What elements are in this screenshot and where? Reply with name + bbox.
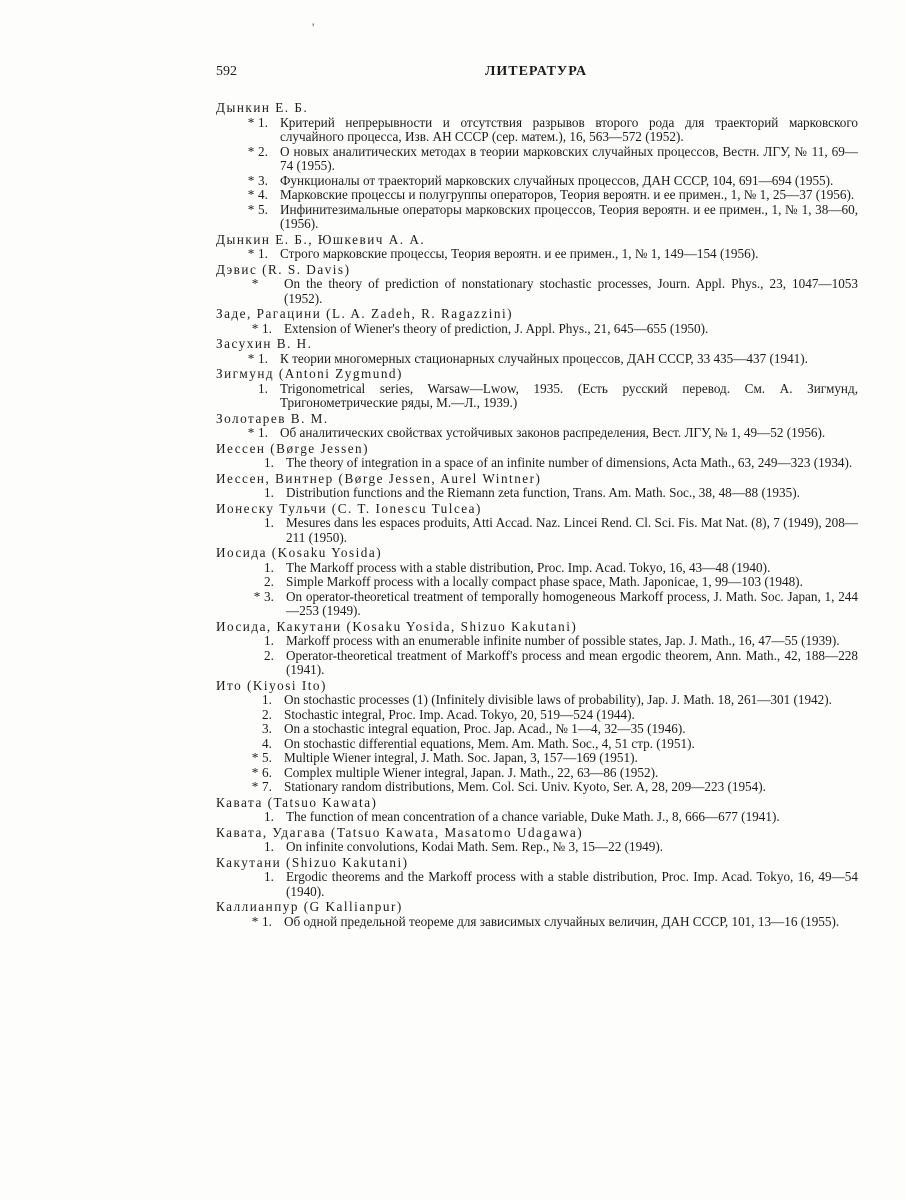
reference-entry: [216, 516, 858, 545]
reference-number: 1.: [264, 559, 274, 575]
reference-number: 7.: [262, 779, 272, 794]
author-heading: Какутани (Shizuo Kakutani): [216, 854, 409, 870]
reference-entry: [216, 737, 858, 752]
reference-entry: [216, 426, 858, 441]
reference-entry: [216, 561, 858, 576]
reference-entry: [216, 247, 858, 262]
reference-number: 2.: [264, 647, 274, 663]
author-heading: Дынкин Е. Б., Юшкевич А. А.: [216, 231, 426, 247]
author-heading: Заде, Рагацини (L. A. Zadeh, R. Ragazzini): [216, 306, 514, 321]
author-heading: Ито (Kiyosi Ito): [216, 677, 327, 693]
reference-entry: [216, 693, 858, 708]
reference-entry: [216, 590, 858, 619]
reference-entry: [216, 277, 858, 306]
reference-star: *: [247, 172, 255, 188]
reference-number: 1.: [264, 455, 274, 470]
reference-star: *: [251, 320, 259, 336]
reference-entry: [216, 708, 858, 723]
reference-number: 1.: [264, 839, 274, 854]
reference-text: On the theory of prediction of nonstationary stochastic processes, Journ. Appl. Phys., 23, 1047—1053 (1952).: [284, 276, 858, 306]
reference-entry: [216, 203, 858, 232]
reference-number: 3.: [264, 588, 274, 604]
reference-text: Об аналитических свойствах устойчивых законов распределения, Вест. ЛГУ, № 1, 49—52 (1956).: [280, 425, 826, 440]
reference-text: Simple Markoff process with a locally compact phase space, Math. Japonicae, 1, 99—103 (1948).: [286, 574, 803, 589]
reference-text: Stationary random distributions, Mem. Col. Sci. Univ. Kyoto, Ser. A, 28, 209—223 (1954).: [284, 779, 766, 794]
reference-text: Distribution functions and the Riemann zeta function, Trans. Am. Math. Soc., 38, 48—88 (1935).: [286, 485, 800, 500]
reference-entry: [216, 322, 858, 337]
reference-number: 4.: [258, 187, 268, 202]
reference-text: On stochastic differential equations, Mem. Am. Math. Soc., 4, 51 стр. (1951).: [284, 735, 695, 751]
reference-number: 1.: [258, 350, 268, 366]
reference-star: *: [247, 350, 255, 366]
reference-number: 1.: [264, 633, 274, 648]
running-header: [216, 64, 856, 84]
author-heading: Иессен, Винтнер (Børge Jessen, Aurel Wintner): [216, 470, 542, 486]
author-heading: Кавата, Удагава (Tatsuo Kawata, Masatomo Udagawa): [216, 824, 584, 840]
author-heading: Ионеску Тульчи (C. T. Ionescu Tulcea): [216, 500, 482, 516]
author-heading: Каллианпур (G Kallianpur): [216, 899, 403, 914]
reference-text: The theory of integration in a space of an infinite number of dimensions, Acta Math., 63, 249—323 (1934).: [286, 455, 853, 470]
reference-number: 2.: [264, 574, 274, 589]
reference-text: Функционалы от траекторий марковских случайных процессов, ДАН СССР, 104, 691—694 (1955).: [280, 172, 834, 188]
reference-text: On infinite convolutions, Kodai Math. Sem. Rep., № 3, 15—22 (1949).: [286, 839, 664, 854]
bibliography: [216, 100, 858, 929]
reference-number: 1.: [258, 380, 268, 396]
reference-text: Ergodic theorems and the Markoff process with a stable distribution, Proc. Imp. Acad. Tokyo, 16, 49—54 (1940).: [286, 869, 858, 899]
reference-text: Mesures dans les espaces produits, Atti Accad. Naz. Lincei Rend. Cl. Sci. Fis. Mat Nat. (8), 7 (1949), 208—211 (1950).: [286, 515, 858, 545]
reference-number: 3.: [258, 172, 268, 188]
reference-number: 1.: [258, 114, 268, 130]
author-heading: Дэвис (R. S. Davis): [216, 261, 351, 277]
reference-text: Марковские процессы и полугруппы операторов, Теория вероятн. и ее примен., 1, № 1, 25—37 (1956).: [280, 187, 855, 202]
author-heading: Золотарев В. М.: [216, 410, 329, 426]
reference-number: 1.: [264, 485, 274, 500]
reference-entry: [216, 382, 858, 411]
reference-text: Trigonometrical series, Warsaw—Lwow, 1935. (Есть русский перевод. См. А. Зигмунд, Тригонометрические ряды, М.—Л., 1939.): [280, 380, 858, 410]
reference-text: Критерий непрерывности и отсутствия разрывов второго рода для траекторий марковского случайного процесса, Изв. АН СССР (сер. матем.), 16, 563—572 (1952).: [280, 114, 858, 144]
reference-entry: [216, 840, 858, 855]
reference-star: *: [247, 201, 255, 217]
reference-entry: [216, 751, 858, 766]
reference-text: Об одной предельной теореме для зависимых случайных величин, ДАН СССР, 101, 13—16 (1955).: [284, 913, 840, 929]
reference-number: 1.: [264, 515, 274, 530]
reference-star: *: [247, 114, 255, 130]
reference-number: 3.: [262, 721, 272, 736]
author-heading: Зигмунд (Antoni Zygmund): [216, 366, 403, 381]
reference-number: 2.: [262, 706, 272, 722]
reference-text: Complex multiple Wiener integral, Japan. J. Math., 22, 63—86 (1952).: [284, 764, 659, 780]
reference-number: 1.: [264, 869, 274, 884]
reference-star: *: [251, 276, 259, 291]
reference-entry: [216, 722, 858, 737]
reference-entry: [216, 766, 858, 781]
reference-entry: [216, 870, 858, 899]
reference-text: On operator-theoretical treatment of temporally homogeneous Markoff process, J. Math. Soc. Japan, 1, 244—253 (1949).: [286, 588, 858, 618]
reference-text: Markoff process with an enumerable infinite number of possible states, Jap. J. Math., 16, 47—55 (1939).: [286, 633, 840, 648]
reference-number: 1.: [258, 246, 268, 261]
reference-entry: [216, 116, 858, 145]
reference-star: *: [251, 779, 259, 794]
page-title: ЛИТЕРАТУРА: [484, 64, 588, 79]
reference-number: 2.: [258, 143, 268, 159]
reference-star: *: [247, 425, 255, 440]
reference-entry: [216, 634, 858, 649]
reference-text: The function of mean concentration of a chance variable, Duke Math. J., 8, 666—677 (1941).: [286, 809, 780, 824]
author-heading: Иессен (Børge Jessen): [216, 440, 370, 456]
author-heading: Иосида (Kosaku Yosida): [216, 545, 383, 560]
reference-entry: [216, 188, 858, 203]
reference-number: 6.: [262, 764, 272, 780]
reference-text: Operator-theoretical treatment of Markoff's process and mean ergodic theorem, Ann. Math., 42, 188—228 (1941).: [286, 647, 858, 677]
reference-number: 5.: [262, 750, 272, 765]
page-number: 592: [216, 64, 237, 79]
stray-mark: ': [312, 20, 315, 35]
reference-entry: [216, 174, 858, 189]
reference-number: 1.: [258, 425, 268, 440]
reference-number: 1.: [262, 692, 272, 707]
reference-text: The Markoff process with a stable distribution, Proc. Imp. Acad. Tokyo, 16, 43—48 (1940).: [286, 559, 771, 575]
reference-star: *: [251, 764, 259, 780]
reference-entry: [216, 649, 858, 678]
reference-text: Extension of Wiener's theory of prediction, J. Appl. Phys., 21, 645—655 (1950).: [284, 320, 709, 336]
reference-text: Stochastic integral, Proc. Imp. Acad. Tokyo, 20, 519—524 (1944).: [284, 706, 635, 722]
reference-star: *: [247, 246, 255, 261]
reference-text: К теории многомерных стационарных случайных процессов, ДАН СССР, 33 435—437 (1941).: [280, 350, 808, 366]
reference-entry: [216, 145, 858, 174]
reference-text: Multiple Wiener integral, J. Math. Soc. Japan, 3, 157—169 (1951).: [284, 750, 638, 765]
reference-entry: [216, 810, 858, 825]
reference-star: *: [251, 750, 259, 765]
reference-number: 5.: [258, 201, 268, 217]
author-heading: Кавата (Tatsuo Kawata): [216, 794, 378, 810]
reference-number: 1.: [262, 320, 272, 336]
reference-entry: [216, 486, 858, 501]
reference-number: 1.: [262, 913, 272, 929]
reference-star: *: [247, 187, 255, 202]
reference-number: 1.: [264, 809, 274, 824]
reference-text: Инфинитезимальные операторы марковских процессов, Теория вероятн. и ее примен., 1, № 1, 38—60, (1956).: [280, 201, 858, 231]
reference-text: Строго марковские процессы, Теория вероятн. и ее примен., 1, № 1, 149—154 (1956).: [280, 246, 759, 261]
reference-star: *: [253, 588, 261, 604]
reference-entry: [216, 575, 858, 590]
reference-number: 4.: [262, 735, 272, 751]
reference-star: *: [247, 143, 255, 159]
author-heading: Дынкин Е. Б.: [216, 100, 309, 115]
reference-text: On stochastic processes (1) (Infinitely divisible laws of probability), Jap. J. Math. 18, 261—301 (1942).: [284, 692, 832, 707]
reference-entry: [216, 456, 858, 471]
reference-text: О новых аналитических методах в теории марковских случайных процессов, Вестн. ЛГУ, № 11, 69—74 (1955).: [280, 143, 858, 173]
reference-text: On a stochastic integral equation, Proc. Jap. Acad., № 1—4, 32—35 (1946).: [284, 721, 686, 736]
reference-star: *: [251, 913, 259, 929]
author-heading: Засухин В. Н.: [216, 336, 313, 351]
reference-entry: [216, 780, 858, 795]
reference-entry: [216, 915, 858, 930]
reference-entry: [216, 352, 858, 367]
author-heading: Иосида, Какутани (Kosaku Yosida, Shizuo Kakutani): [216, 618, 578, 634]
